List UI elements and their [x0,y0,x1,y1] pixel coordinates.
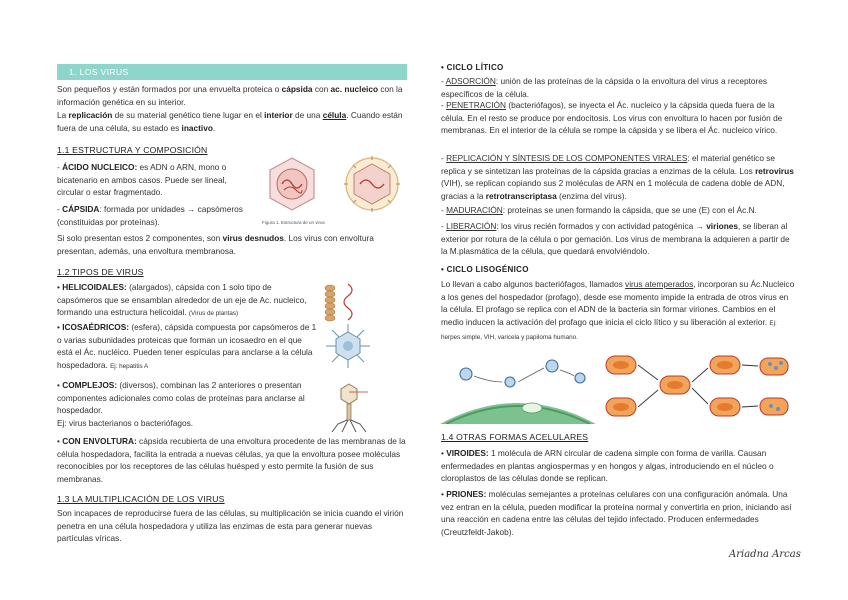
banner-title: 1. LOS VIRUS [69,67,129,77]
capsida-item: - CÁPSIDA: formada por unidades → capsómeros (constituidas por proteínas). [57,204,243,227]
section-1-2-title: 1.2 TIPOS DE VIRUS [57,267,144,277]
section-banner [57,64,407,80]
naked-virus-illustration [270,158,314,210]
complejos-item: • COMPLEJOS: (diversos), combinan las 2 anteriores o presentan componentes adicionales como colas de proteínas para anclarse al hospedador. Ej: virus bacterianos o bacteriófagos. [57,380,305,428]
virus-structure-figure [262,154,412,228]
multiplicacion-paragraph: Son incapaces de reproducirse fuera de las células, su multiplicación se inicia cuando el virión penetra en una célula hospedadora y utiliza las enzimas de esta para generar nuevas partículas víricas. [57,508,404,544]
adsorcion-item: - ADSORCIÓN: unión de las proteínas de la cápsida o la envoltura del virus a receptores específicos de la célula. [441,76,768,99]
helicoidales-item: • HELICOIDALES: (alargados), cápsida con 1 solo tipo de capsómeros que se ensamblan alrededor de un eje de Ac. nucleico, formando una estructura helicoidal. (Virus de plantas) [57,282,307,318]
liberacion-item: - LIBERACIÓN: los virus recién formados y con actividad patogénica → viriones, se liberan al exterior por rotura de la célula o por gemación. Los virus de membrana la adquieren a partir de la M.plasmática de la célula, que quedará envolviéndolo. [441,221,790,257]
ciclo-lisogenico-title: • CICLO LISOGÉNICO [441,265,529,274]
penetracion-item: - PENETRACIÓN (bacteriófagos), se inyecta el Ác. nucleico y la cápsida queda fuera de la célula. En el resto se produce por endocitosis. Los virus con envoltura lo hacen por fusión de membranas. En el interior de la célula se rompe la cápsida y se libera el Ác. nucleico vírico. [441,100,783,136]
viroides-item: • VIROIDES: 1 molécula de ARN circular de cadena simple con forma de varilla. Causan enfermedades en plantas angiospermas y en hongos y algas, introduciendo en el núcleo o cloroplastos de las células donde se replican. [441,448,774,484]
enveloped-virus-illustration [344,156,400,212]
author-signature: Ariadna Arcas [729,549,801,560]
figure-caption: Figura 1. Estructura de un virus [262,220,325,225]
ciclo-litico-title: • CICLO LÍTICO [441,63,504,72]
con-envoltura-item: • CON ENVOLTURA: cápsida recubierta de una envoltura procedente de las membranas de la célula hospedadora, facilita la entrada a nuevas células, ya que la envoltura posee moléculas reconocibles por los receptores de las células huésped y esto permite la fusión de sus membranas. [57,436,406,484]
lysogenic-cycle-figure [600,348,800,428]
section-1-4-title: 1.4 OTRAS FORMAS ACELULARES [441,432,589,442]
section-1-3-title: 1.3 LA MULTIPLICACIÓN DE LOS VIRUS [57,494,225,504]
acido-nucleico-item: - ÁCIDO NUCLEICO: es ADN o ARN, mono o bicatenario en ambos casos. Puede ser lineal, circular o estar fragmentado. [57,162,227,198]
lytic-cycle-figure [440,352,596,424]
bacteriophage-icon [324,382,374,434]
maduracion-item: - MADURACIÓN: proteínas se unen formando la cápsida, que se une (E) con el Ác.N. [441,205,757,215]
intro-paragraph-2: La replicación de su material genético tiene lugar en el interior de una célula. Cuando están fuera de una célula, su estado es inactivo. [57,110,403,133]
intro-paragraph-1: Son pequeños y están formados por una envuelta proteica o cápsida con ac. nucleico con la información genética en su interior. [57,84,403,107]
replicacion-item: - REPLICACIÓN Y SÍNTESIS DE LOS COMPONENTES VIRALES: el material genético se replica y se sintetizan las proteínas de la cápsida gracias a enzimas de la célula. Los retrovirus (VIH), se replican copiando sus 2 moléculas de ARN en 1 molécula de cadena doble de ADN, gracias a la retrotranscriptasa (enzima del virus). [441,153,794,201]
section-1-1-title: 1.1 ESTRUCTURA Y COMPOSICIÓN [57,145,208,155]
virus-desnudos-paragraph: Si solo presentan estos 2 componentes, son virus desnudos. Los virus con envoltura presentan, además, una envoltura membranosa. [57,233,374,256]
priones-item: • PRIONES: moléculas semejantes a proteínas celulares con una configuración anómala. Una vez entran en la célula, pueden modificar la proteína normal y convertirla en prion, iniciando así una reacción en cadena entre las células del tejido infectado. Producen enfermedades (Creutzfeldt-Jakob). [441,489,792,537]
icosaedricos-item: • ICOSAÉDRICOS: (esfera), cápsida compuesta por capsómeros de 1 o varias subunidades proteicas que forman un icosaedro en el que está el Ác. nucléico. Pueden tener espículas para anclarse a la célula hospedadora. Ej: hepatitis A [57,322,317,370]
icosahedral-virus-icon [322,322,374,370]
helical-virus-icon [320,282,364,322]
lisogenico-paragraph: Lo llevan a cabo algunos bacteriófagos, llamados virus atemperados, incorporan su Ác.Nucleico a los genes del hospedador (profago), desde ese momento impide la entrada de otros virus en la célula. El profago se replica con el ADN de la bacteria sin formar viriones. Cambios en el medio inducen la activación del profago que inicia el ciclo lítico y su liberación al exterior. Ej: herpes simple, VIH, varicela y papiloma humano. [441,279,795,342]
